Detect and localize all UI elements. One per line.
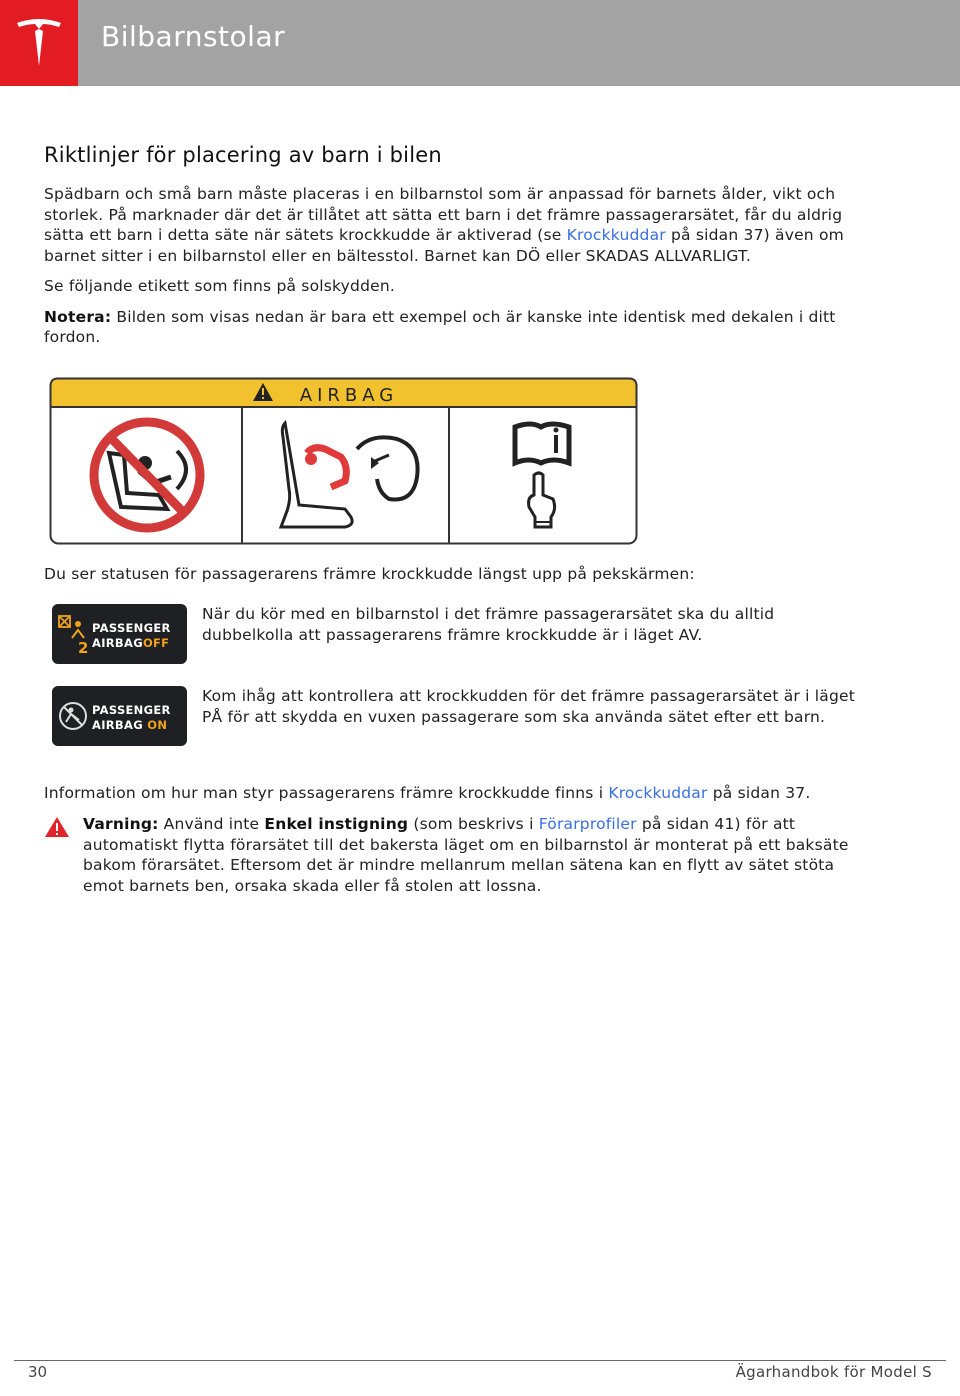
passenger-airbag-off-indicator [52, 604, 187, 664]
footer-title: Ägarhandbok för Model S [735, 1363, 932, 1381]
status-off-line1: PASSENGER [92, 621, 171, 635]
link-krockkuddar-2[interactable]: Krockkuddar [608, 784, 708, 802]
tesla-logo-icon [0, 0, 78, 86]
warning-text-c: på sidan 41) för att automatiskt flytta förarsätet till det bakersta läget om en bilbarnstol är monterat på ett baksäte bakom förarsätet. Eftersom det är mindre mellanrum mellan sätena kan en flytt av sätet stöta emot barnets ben, orsaka skada eller få stolen att lossna. [83, 815, 849, 895]
info-text-b: på sidan 37. [707, 784, 811, 802]
intro-text-b: på sidan 37) även om barnet sitter i en bilbarnstol eller en bältesstol. Barnet kan DÖ eller SKADAS ALLVARLIGT. [44, 226, 844, 265]
page-header [0, 0, 960, 86]
warning-block [44, 814, 874, 896]
footer-divider [14, 1360, 946, 1361]
airbag-warning-label [49, 377, 638, 545]
passenger-airbag-on-indicator [52, 686, 187, 746]
status-off-state: OFF [142, 636, 170, 650]
warning-label: Varning: [83, 815, 159, 833]
main-content [44, 140, 874, 358]
warning-bold-term: Enkel instigning [264, 815, 409, 833]
note-label: Notera: [44, 307, 112, 326]
status-on-line2 [92, 718, 167, 732]
read-manual-icon [515, 424, 569, 463]
status-off-airbag: AIRBAG [92, 636, 143, 650]
tesla-logo [0, 0, 78, 86]
note-paragraph [44, 307, 874, 348]
page-title: Bilbarnstolar [101, 20, 286, 53]
page-number: 30 [28, 1363, 48, 1381]
warning-text [83, 814, 874, 896]
status-on-state: ON [147, 718, 168, 732]
info-paragraph [44, 783, 874, 804]
status-off-line2 [92, 636, 169, 650]
sunshade-paragraph: Se följande etikett som finns på solskydden. [44, 277, 396, 295]
status-intro: Du ser statusen för passagerarens främre krockkudde längst upp på pekskärmen: [44, 565, 695, 583]
warning-text-b: (som beskrivs i [408, 815, 539, 833]
link-forarprofiler[interactable]: Förarprofiler [538, 815, 637, 833]
intro-text-a: Spädbarn och små barn måste placeras i en bilbarnstol som är anpassad för barnets ålder, vikt och storlek. På marknader där det är tillåtet att sätta ett barn i det främre passagerarsätet, får du aldrig sätta ett barn i detta säte när sätets krockkudde är aktiverad (se [44, 185, 843, 244]
status-on-description: Kom ihåg att kontrollera att krockkudden för det främre passagerarsätet är i läget PÅ för att skydda en vuxen passagerare som ska använda sätet efter ett barn. [202, 687, 856, 726]
link-krockkuddar[interactable]: Krockkuddar [566, 226, 666, 244]
status-on-line1: PASSENGER [92, 703, 171, 717]
warning-text-a: Använd inte [158, 815, 265, 833]
airbag-label-title: AIRBAG [299, 385, 399, 406]
intro-paragraph [44, 184, 874, 266]
status-on-airbag: AIRBAG [92, 718, 143, 732]
status-off-description: När du kör med en bilbarnstol i det främre passagerarsätet ska du alltid dubbelkolla att passagerarens främre krockkudde är i läget AV. [202, 605, 775, 644]
info-text-a: Information om hur man styr passagerarens främre krockkudde finns i [44, 784, 609, 802]
svg-text:2: 2 [78, 639, 89, 657]
section-heading: Riktlinjer för placering av barn i bilen [44, 143, 442, 167]
no-child-seat-icon [94, 422, 200, 528]
note-text: Bilden som visas nedan är bara ett exempel och är kanske inte identisk med dekalen i ditt fordon. [44, 307, 836, 346]
warning-triangle-icon [44, 816, 70, 838]
